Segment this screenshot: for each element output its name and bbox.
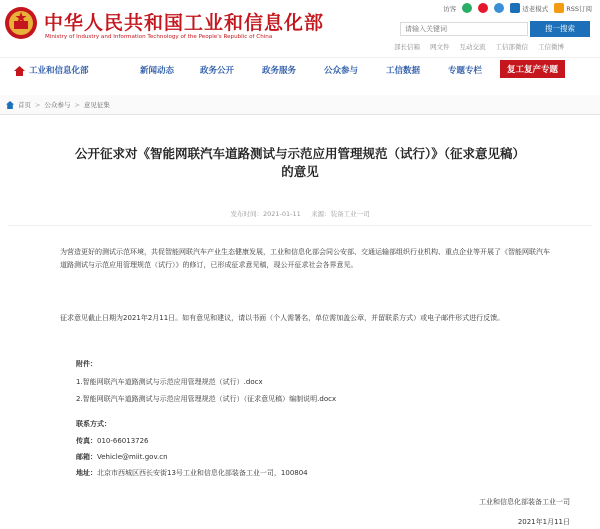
nav-item-data[interactable]: 工信数据 xyxy=(386,66,421,76)
site-title[interactable]: 中华人民共和国工业和信息化部 xyxy=(44,12,325,34)
source: 来源：装备工业一司 xyxy=(311,210,370,218)
address-label: 地址： xyxy=(76,469,97,477)
signature-date: 2021年1月11日 xyxy=(517,518,570,526)
contact-label: 联系方式： xyxy=(76,420,111,428)
weibo-icon[interactable] xyxy=(478,3,488,13)
search-button[interactable]: 搜一搜索 xyxy=(530,21,590,37)
breadcrumb-home-icon xyxy=(6,101,14,109)
fax-line xyxy=(76,435,149,448)
nav-item-news[interactable]: 新闻动态 xyxy=(140,66,175,76)
email-line xyxy=(76,451,168,464)
national-emblem-icon[interactable] xyxy=(4,6,38,40)
divider xyxy=(8,225,592,226)
nav-item-miit[interactable]: 工业和信息化部 xyxy=(29,66,89,76)
nav-item-public-participation[interactable]: 公众参与 xyxy=(324,66,359,76)
breadcrumb-home[interactable]: 首页 xyxy=(18,101,31,109)
fax-value: 010-66013726 xyxy=(97,437,149,445)
quick-link-wechat[interactable]: 工信部微信 xyxy=(495,43,528,51)
rss-icon xyxy=(554,3,564,13)
breadcrumb xyxy=(6,100,110,109)
article-title-line2: 的意见 xyxy=(281,164,319,179)
address-value: 北京市西城区西长安街13号工业和信息化部装备工业一司，100804 xyxy=(97,469,308,477)
quick-link-documents[interactable]: 网文件 xyxy=(430,43,450,51)
nav-item-resumption[interactable]: 复工复产专题 xyxy=(500,60,565,78)
article-paragraph-1: 为营造更好的测试示范环境，共促智能网联汽车产业生态健康发展，工业和信息化部会同公安部、交通运输部组织行业机构、重点企业等开展了《智能网联汽车道路测试与示范应用管理规范（试行）》的修订，已形成征求意见稿，现公开征求社会各界意见。 xyxy=(60,248,550,269)
nav-item-gov-service[interactable]: 政务服务 xyxy=(262,66,297,76)
weixin-icon[interactable] xyxy=(462,3,472,13)
signature: 工业和信息化部装备工业一司 xyxy=(479,498,570,506)
quick-links xyxy=(394,42,564,51)
fax-label: 传真： xyxy=(76,437,97,445)
address-line xyxy=(76,467,308,480)
article-title xyxy=(40,145,560,181)
article-meta xyxy=(0,209,600,218)
publish-date: 发布时间：2021-01-11 xyxy=(230,210,301,218)
quick-link-minister-mailbox[interactable]: 部长信箱 xyxy=(394,43,420,51)
breadcrumb-separator: > xyxy=(35,100,41,109)
email-value[interactable]: Vehicle@miit.gov.cn xyxy=(97,453,168,461)
breadcrumb-public-participation[interactable]: 公众参与 xyxy=(44,101,71,109)
quick-link-weibo[interactable]: 工信微博 xyxy=(538,43,564,51)
mobile-icon[interactable] xyxy=(494,3,504,13)
main-nav xyxy=(0,57,600,83)
rss-link[interactable]: RSS订阅 xyxy=(554,3,592,13)
elderly-mode-button[interactable]: 适老模式 xyxy=(510,3,548,13)
home-icon[interactable] xyxy=(14,66,25,76)
visitor-link[interactable]: 访客 xyxy=(443,4,457,13)
elderly-mode-icon xyxy=(510,3,520,13)
attachments-label: 附件： xyxy=(76,360,97,368)
site-header xyxy=(0,0,600,56)
email-label: 邮箱： xyxy=(76,453,97,461)
header-tools xyxy=(443,2,592,14)
breadcrumb-separator: > xyxy=(74,100,80,109)
search-input[interactable] xyxy=(400,22,528,36)
breadcrumb-opinion-collection[interactable]: 意见征集 xyxy=(83,101,110,109)
attachment-link-1[interactable]: 1.智能网联汽车道路测试与示范应用管理规范（试行）.docx xyxy=(76,378,263,386)
site-subtitle: Ministry of Industry and Information Technology of the People's Republic of China xyxy=(45,34,273,40)
quick-link-interaction[interactable]: 互动交流 xyxy=(459,43,486,51)
nav-item-special-topics[interactable]: 专题专栏 xyxy=(448,66,483,76)
attachment-link-2[interactable]: 2.智能网联汽车道路测试与示范应用管理规范（试行）（征求意见稿）编制说明.docx xyxy=(76,395,337,403)
nav-item-gov-open[interactable]: 政务公开 xyxy=(200,66,235,76)
breadcrumb-bar xyxy=(0,95,600,115)
article-title-line1: 公开征求对《智能网联汽车道路测试与示范应用管理规范（试行）》（征求意见稿） xyxy=(74,146,525,161)
article-paragraph-2: 征求意见截止日期为2021年2月11日。如有意见和建议，请以书面（个人需署名，单位需加盖公章，并留联系方式）或电子邮件形式进行反馈。 xyxy=(60,314,505,322)
